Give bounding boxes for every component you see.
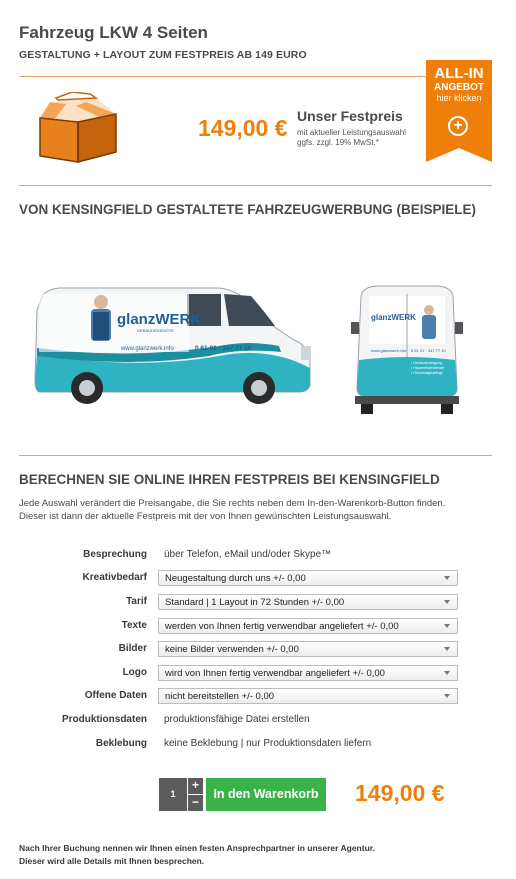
quantity-decrease-button[interactable]: − [188,795,203,811]
all-in-offer-text[interactable] [426,66,492,104]
besprechung-value: über Telefon, eMail und/oder Skype™ [164,549,332,560]
svg-text:0 61 01 · 347 77 10: 0 61 01 · 347 77 10 [411,348,446,353]
logo-select[interactable] [158,665,458,681]
logo-label: Logo [122,667,147,678]
chevron-down-icon [444,624,450,628]
calculator-heading: BERECHNEN SIE ONLINE IHREN FESTPREIS BEI KENSINGFIELD [19,472,440,487]
produktionsdaten-label: Produktionsdaten [61,714,147,725]
offene-daten-label: Offene Daten [84,690,147,701]
calculator-description-line2: Dieser ist dann der aktuelle Festpreis mit der von Ihnen gewünschten Leistungsauswahl. [19,511,392,522]
van-side-view [35,288,311,404]
tarif-label: Tarif [126,596,147,607]
quantity-field[interactable]: 1 [159,778,187,811]
footer-note [19,842,375,868]
chevron-down-icon [444,576,450,580]
package-box-icon [38,92,118,164]
svg-text:www.glanzwerk.info: www.glanzwerk.info [371,348,407,353]
all-in-line3: hier klicken [436,93,482,103]
chevron-down-icon [444,694,450,698]
calculator-description [19,497,489,523]
divider [19,76,492,77]
tarif-selected-value: Standard | 1 Layout in 72 Stunden +/- 0,00 [165,597,345,608]
van-brand-text: glanzWERK [117,311,202,328]
beklebung-value: keine Beklebung | nur Produktionsdaten liefern [164,738,372,749]
texte-selected-value: werden von Ihnen fertig verwendbar angeliefert +/- 0,00 [165,621,399,632]
current-price: 149,00 € [355,780,445,806]
offene-daten-selected-value: nicht bereitstellen +/- 0,00 [165,691,275,702]
footer-note-line2: Dieser wird alle Details mit Ihnen besprechen. [19,856,205,866]
all-in-line2: ANGEBOT [434,82,484,93]
chevron-down-icon [444,600,450,604]
besprechung-label: Besprechung [83,549,147,560]
texte-select[interactable] [158,618,458,634]
divider [19,455,492,456]
bilder-label: Bilder [118,643,147,654]
page-subtitle: GESTALTUNG + LAYOUT ZUM FESTPREIS AB 149 EURO [19,49,307,61]
svg-text:• Grünanlagenpflege: • Grünanlagenpflege [411,371,443,375]
van-rear-view [351,286,463,414]
svg-text:• Hausmeisterdienste: • Hausmeisterdienste [411,366,445,370]
van-url-text: www.glanzwerk.info [121,346,174,352]
calculator-description-line1: Jede Auswahl verändert die Preisangabe, die Sie rechts neben dem In-den-Warenkorb-Button finden. [19,498,446,509]
add-to-cart-button[interactable]: In den Warenkorb [206,778,326,811]
texte-label: Texte [121,620,147,631]
divider [19,185,492,186]
chevron-down-icon [444,647,450,651]
fixed-price-note-line1: mit aktueller Leistungsauswahl [297,128,406,137]
beklebung-label: Beklebung [95,738,147,749]
kreativbedarf-selected-value: Neugestaltung durch uns +/- 0,00 [165,573,306,584]
fixed-price-note-line2: ggfs. zzgl. 19% MwSt.* [297,138,379,147]
quantity-increase-button[interactable]: + [188,778,203,794]
offene-daten-select[interactable] [158,688,458,704]
plus-circle-icon[interactable]: + [448,116,468,136]
svg-text:• Gebäudereinigung: • Gebäudereinigung [411,361,442,365]
bilder-select[interactable] [158,641,458,657]
examples-heading: VON KENSINGFIELD GESTALTETE FAHRZEUGWERBUNG (BEISPIELE) [19,202,477,217]
produktionsdaten-value: produktionsfähige Datei erstellen [164,714,310,725]
vehicle-examples-image [19,260,492,420]
fixed-price-note [297,128,406,148]
chevron-down-icon [444,671,450,675]
fixed-price: 149,00 € [198,115,288,141]
tarif-select[interactable] [158,594,458,610]
van-phone-text: 0 61 01 · 347 77 10 [195,345,252,352]
kreativbedarf-label: Kreativbedarf [82,572,147,583]
kreativbedarf-select[interactable] [158,570,458,586]
all-in-line1: ALL-IN [434,65,484,82]
fixed-price-label: Unser Festpreis [297,108,403,124]
svg-text:glanzWERK: glanzWERK [371,313,416,322]
footer-note-line1: Nach Ihrer Buchung nennen wir Ihnen einen festen Ansprechpartner in unserer Agentur. [19,843,375,853]
page-title: Fahrzeug LKW 4 Seiten [19,23,208,42]
logo-selected-value: wird von Ihnen fertig verwendbar angeliefert +/- 0,00 [165,668,385,679]
bilder-selected-value: keine Bilder verwenden +/- 0,00 [165,644,299,655]
van-brand-sub: GEBÄUDEDIENSTE [137,328,174,333]
